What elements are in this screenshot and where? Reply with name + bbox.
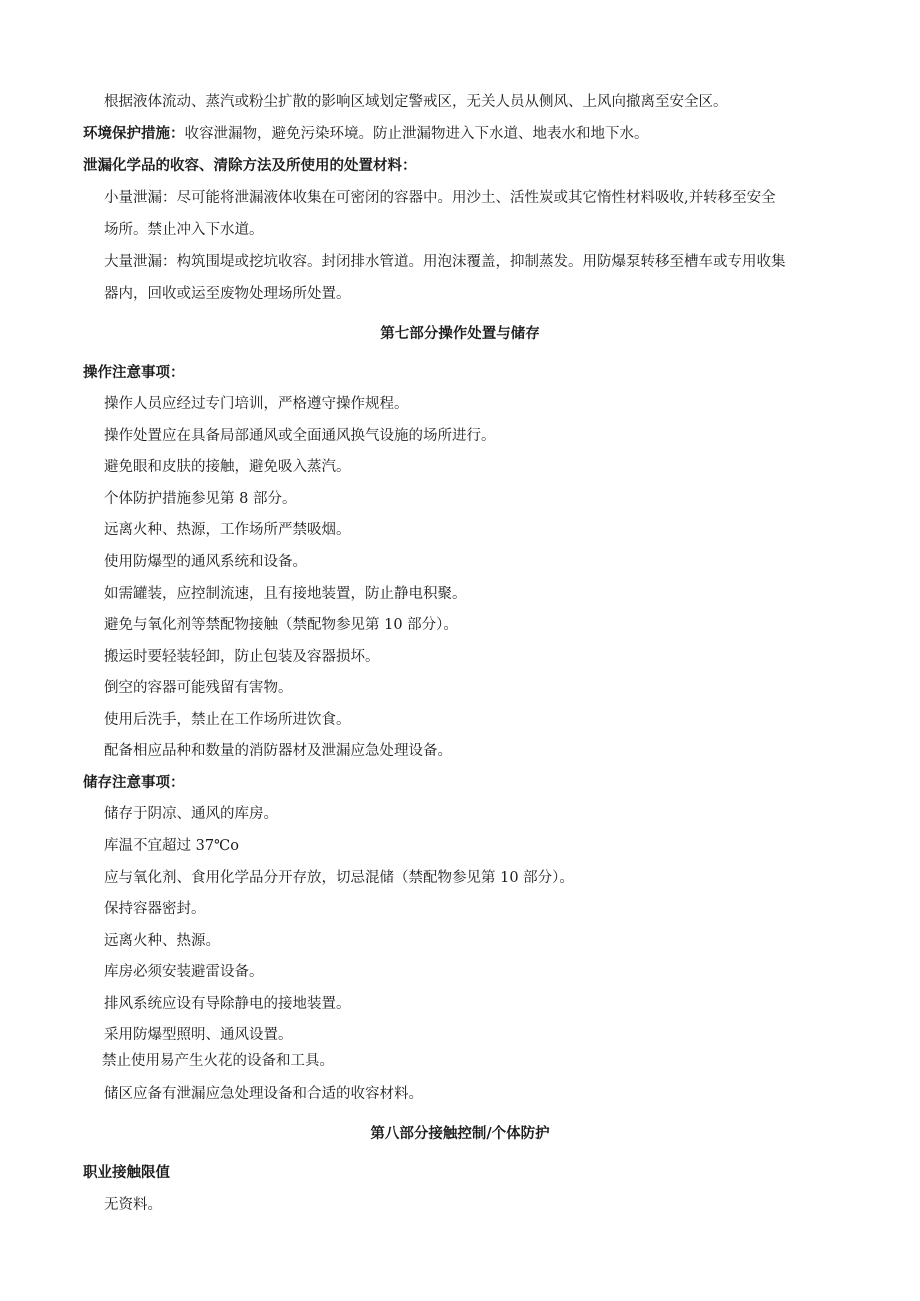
storage-item: 储存于阴凉、通风的库房。 <box>104 806 278 822</box>
handling-item: 个体防护措施参见第 8 部分。 <box>104 491 297 507</box>
oel-heading: 职业接触限值 <box>83 1164 170 1181</box>
section-8-title: 第八部分接触控制/个体防护 <box>370 1125 550 1142</box>
handling-heading: 操作注意事项： <box>83 364 185 381</box>
env-protection-text: 收容泄漏物，避免污染环境。防止泄漏物进入下水道、地表水和地下水。 <box>184 126 649 142</box>
handling-item: 如需罐装，应控制流速，且有接地装置，防止静电积聚。 <box>104 586 467 602</box>
section-7-title: 第七部分操作处置与储存 <box>380 325 540 342</box>
storage-item: 保持容器密封。 <box>104 901 206 917</box>
handling-item: 操作人员应经过专门培训，严格遵守操作规程。 <box>104 396 409 412</box>
storage-item: 远离火种、热源。 <box>104 933 220 949</box>
storage-heading: 储存注意事项： <box>83 774 185 791</box>
handling-item: 搬运时要轻装轻卸，防止包装及容器损坏。 <box>104 649 380 665</box>
handling-item: 避免与氧化剂等禁配物接触（禁配物参见第 10 部分）。 <box>104 617 458 633</box>
handling-item: 使用后洗手，禁止在工作场所进饮食。 <box>104 712 351 728</box>
storage-item: 库温不宜超过 37℃o <box>104 838 240 854</box>
handling-item: 配备相应品种和数量的消防器材及泄漏应急处理设备。 <box>104 743 452 759</box>
handling-item: 使用防爆型的通风系统和设备。 <box>104 554 307 570</box>
oel-text: 无资料。 <box>104 1197 162 1213</box>
large-spill-line-2: 器内，回收或运至废物处理场所处置。 <box>104 286 351 302</box>
storage-item: 禁止使用易产生火花的设备和工具。 <box>102 1053 334 1069</box>
cleanup-heading: 泄漏化学品的收容、清除方法及所使用的处置材料： <box>83 157 417 174</box>
storage-item: 储区应备有泄漏应急处理设备和合适的收容材料。 <box>104 1086 423 1102</box>
small-spill-line-1: 小量泄漏：尽可能将泄漏液体收集在可密闭的容器中。用沙土、活性炭或其它惰性材料吸收,并转移至安全 <box>104 190 776 206</box>
storage-item: 排风系统应设有导除静电的接地装置。 <box>104 996 351 1012</box>
handling-item: 避免眼和皮肤的接触，避免吸入蒸汽。 <box>104 459 351 475</box>
small-spill-line-2: 场所。禁止冲入下水道。 <box>104 222 264 238</box>
storage-item: 库房必须安装避雷设备。 <box>104 964 264 980</box>
handling-item: 远离火种、热源，工作场所严禁吸烟。 <box>104 522 351 538</box>
env-protection-paragraph <box>83 124 649 144</box>
spill-warning-zone-text: 根据液体流动、蒸汽或粉尘扩散的影响区域划定警戒区，无关人员从侧风、上风向撤离至安全区。 <box>104 94 728 110</box>
env-protection-label: 环境保护措施： <box>83 125 185 142</box>
large-spill-line-1: 大量泄漏：构筑围堤或挖坑收容。封闭排水管道。用泡沫覆盖，抑制蒸发。用防爆泵转移至槽车或专用收集 <box>104 254 786 270</box>
handling-item: 操作处置应在具备局部通风或全面通风换气设施的场所进行。 <box>104 428 496 444</box>
storage-item: 采用防爆型照明、通风设置。 <box>104 1027 293 1043</box>
handling-item: 倒空的容器可能残留有害物。 <box>104 680 293 696</box>
storage-item: 应与氧化剂、食用化学品分开存放，切忌混储（禁配物参见第 10 部分）。 <box>104 870 574 886</box>
